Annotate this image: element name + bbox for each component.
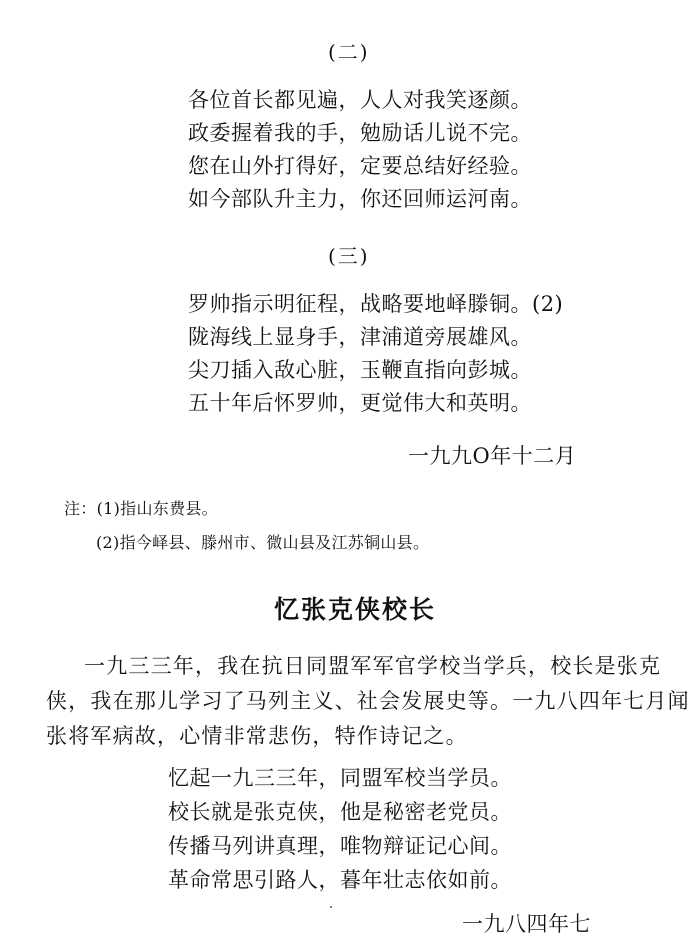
poem-part-3-heading: (三)	[328, 244, 370, 268]
article-title: 忆张克侠校长	[274, 595, 437, 624]
footnote-1: 注：(1)指山东费县。	[64, 499, 218, 518]
memorial-poem-line: 忆起一九三三年，同盟军校当学员。	[168, 766, 512, 790]
poem-part-2-line: 政委握着我的手，勉励话儿说不完。	[188, 121, 532, 145]
intro-line: 侠，我在那儿学习了马列主义、社会发展史等。一九八四年七月闻	[46, 689, 690, 713]
article-date: 一九八四年七	[462, 912, 591, 936]
poem-part-3-line: 尖刀插入敌心脏，玉鞭直指向彭城。	[188, 358, 532, 382]
memorial-poem-line: 革命常思引路人，暮年壮志依如前。	[168, 868, 512, 892]
poem-part-2-line: 如今部队升主力，你还回师运河南。	[188, 187, 532, 211]
poem-part-3-line: 陇海线上显身手，津浦道旁展雄风。	[188, 325, 532, 349]
poem-date: 一九九O年十二月	[408, 444, 577, 468]
poem-part-2-line: 各位首长都见遍，人人对我笑逐颜。	[188, 88, 532, 112]
intro-line: 一九三三年，我在抗日同盟军军官学校当学兵，校长是张克	[84, 654, 662, 678]
intro-line: 张将军病故，心情非常悲伤，特作诗记之。	[46, 724, 468, 748]
poem-part-3-line: 五十年后怀罗帅，更觉伟大和英明。	[188, 391, 532, 415]
poem-part-3-line: 罗帅指示明征程，战略要地峄滕铜。(2)	[188, 292, 564, 316]
memorial-poem-line: 传播马列讲真理，唯物辩证记心间。	[168, 834, 512, 858]
memorial-poem-line: 校长就是张克侠，他是秘密老党员。	[168, 800, 512, 824]
poem-part-2-heading: (二)	[328, 40, 370, 64]
footnote-2: (2)指今峄县、滕州市、微山县及江苏铜山县。	[96, 533, 430, 552]
poem-part-2-line: 您在山外打得好，定要总结好经验。	[188, 154, 532, 178]
scan-speck	[330, 906, 332, 908]
